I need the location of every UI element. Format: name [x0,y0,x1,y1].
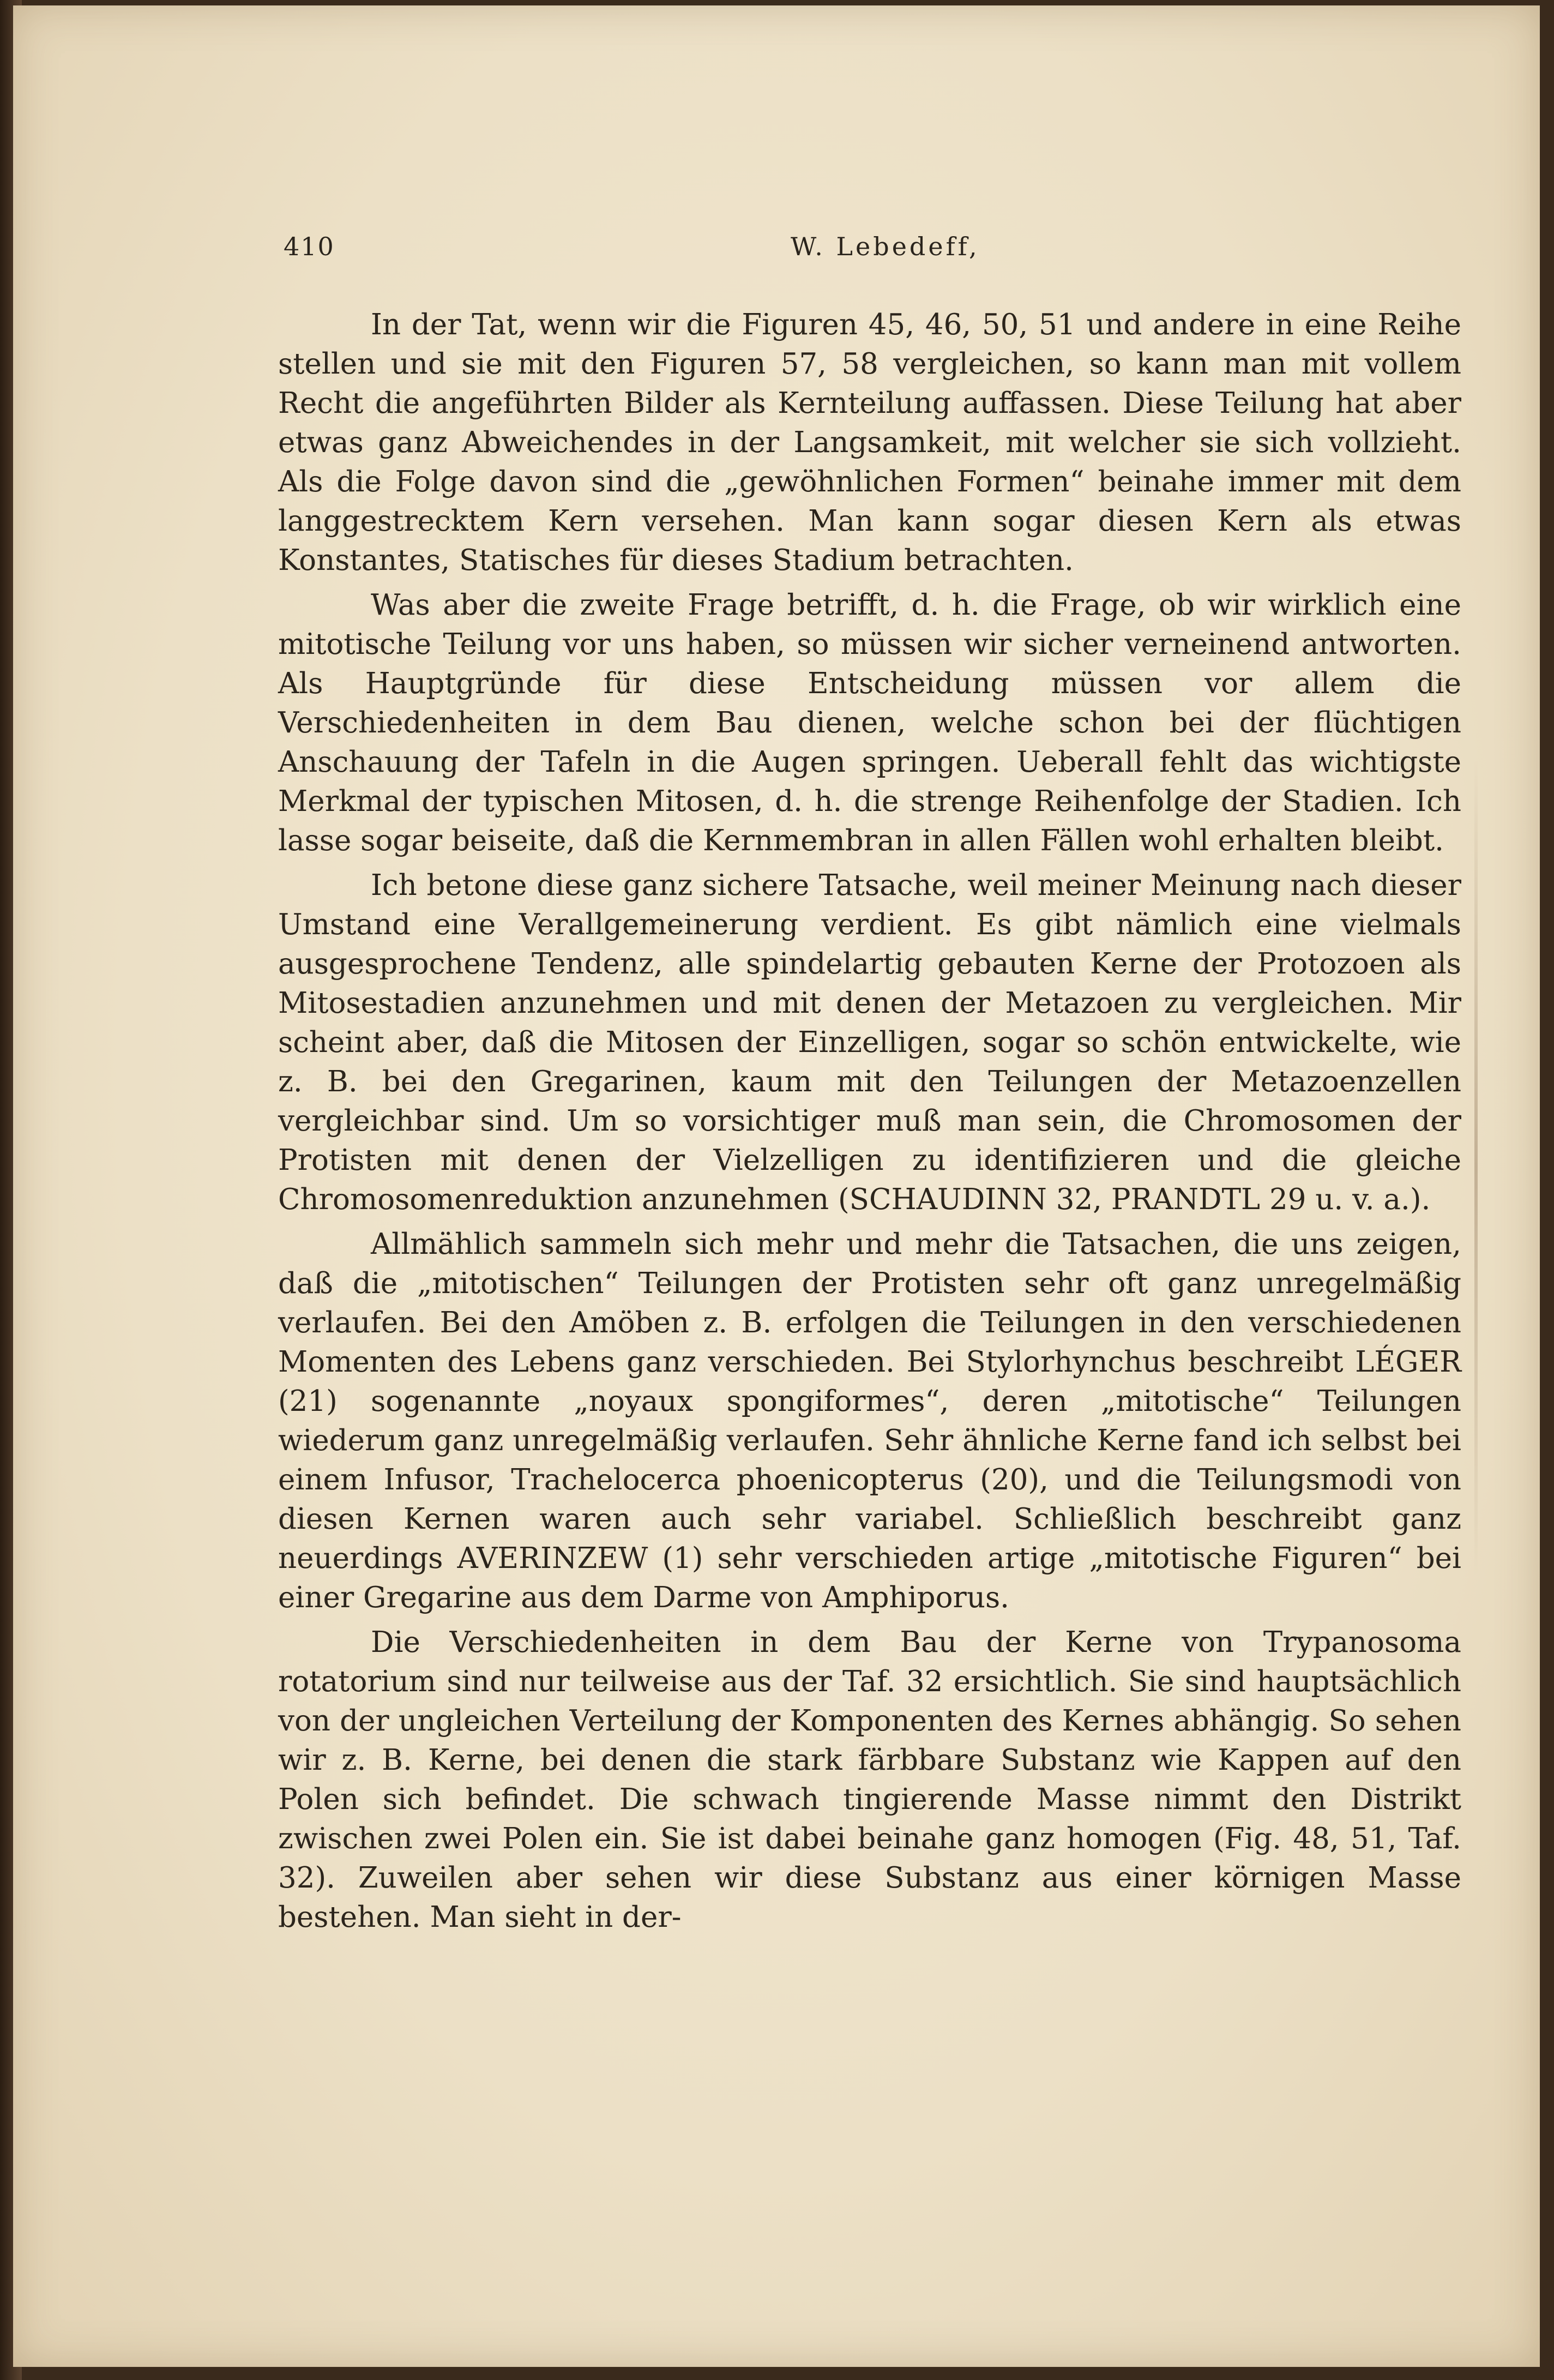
paragraph-2: Was aber die zweite Frage betrifft, d. h. die Frage, ob wir wirklich eine mitotische Teilung vor uns haben, so müssen wir sicher verneinend antworten. Als Hauptgründe für diese Entscheidung müssen vor allem die Verschiedenheiten in dem Bau dienen, welche schon bei der flüchtigen Anschauung der Tafeln in die Augen springen. Ueberall fehlt das wichtigste Merkmal der typischen Mitosen, d. h. die strenge Reihenfolge der Stadien. Ich lasse sogar beiseite, daß die Kernmembran in allen Fällen wohl erhalten bleibt. [278,588,1461,857]
page-number: 410 [284,232,335,261]
paragraph-4: Allmählich sammeln sich mehr und mehr die Tatsachen, die uns zeigen, daß die „mitotischen“ Teilungen der Protisten sehr oft ganz unregelmäßig verlaufen. Bei den Amöben z. B. erfolgen die Teilungen in den verschiedenen Momenten des Lebens ganz verschieden. Bei Stylorhynchus beschreibt LÉGER (21) sogenannte „noyaux spongiformes“, deren „mitotische“ Teilungen wiederum ganz unregelmäßig verlaufen. Sehr ähnliche Kerne fand ich selbst bei einem Infusor, Trachelocerca phoenicopterus (20), und die Teilungsmodi von diesen Kernen waren auch sehr variabel. Schließlich beschreibt ganz neuerdings AVERINZEW (1) sehr verschieden artige „mitotische Figuren“ bei einer Gregarine aus dem Darme von Amphiporus. [278,1228,1461,1614]
paragraph-5: Die Verschiedenheiten in dem Bau der Kerne von Trypanosoma rotatorium sind nur teilweise aus der Taf. 32 ersichtlich. Sie sind hauptsächlich von der ungleichen Verteilung der Komponenten des Kernes abhängig. So sehen wir z. B. Kerne, bei denen die stark färbbare Substanz wie Kappen auf den Polen sich befindet. Die schwach tingierende Masse nimmt den Distrikt zwischen zwei Polen ein. Sie ist dabei beinahe ganz homogen (Fig. 48, 51, Taf. 32). Zuweilen aber sehen wir diese Substanz aus einer körnigen Masse bestehen. Man sieht in der- [278,1626,1461,1934]
paragraph-1: In der Tat, wenn wir die Figuren 45, 46, 50, 51 und andere in eine Reihe stellen und sie mit den Figuren 57, 58 vergleichen, so kann man mit vollem Recht die angeführten Bilder als Kernteilung auffassen. Diese Teilung hat aber etwas ganz Abweichendes in der Langsamkeit, mit welcher sie sich vollzieht. Als die Folge davon sind die „gewöhnlichen Formen“ beinahe immer mit dem langgestrecktem Kern versehen. Man kann sogar diesen Kern als etwas Konstantes, Statisches für dieses Stadium betrachten. [278,308,1461,577]
running-head: W. Lebedeff, [791,232,980,261]
body-text [278,305,1461,1943]
page-fold-mark [1474,758,1478,1576]
paragraph-3: Ich betone diese ganz sichere Tatsache, weil meiner Meinung nach dieser Umstand eine Verallgemeinerung verdient. Es gibt nämlich eine vielmals ausgesprochene Tendenz, alle spindelartig gebauten Kerne der Protozoen als Mitosestadien anzunehmen und mit denen der Metazoen zu vergleichen. Mir scheint aber, daß die Mitosen der Einzelligen, sogar so schön entwickelte, wie z. B. bei den Gregarinen, kaum mit den Teilungen der Metazoenzellen vergleichbar sind. Um so vorsichtiger muß man sein, die Chromosomen der Protisten mit denen der Vielzelligen zu identifizieren und die gleiche Chromosomenreduktion anzunehmen (SCHAUDINN 32, PRANDTL 29 u. v. a.). [278,869,1461,1216]
page-header [284,232,1418,275]
